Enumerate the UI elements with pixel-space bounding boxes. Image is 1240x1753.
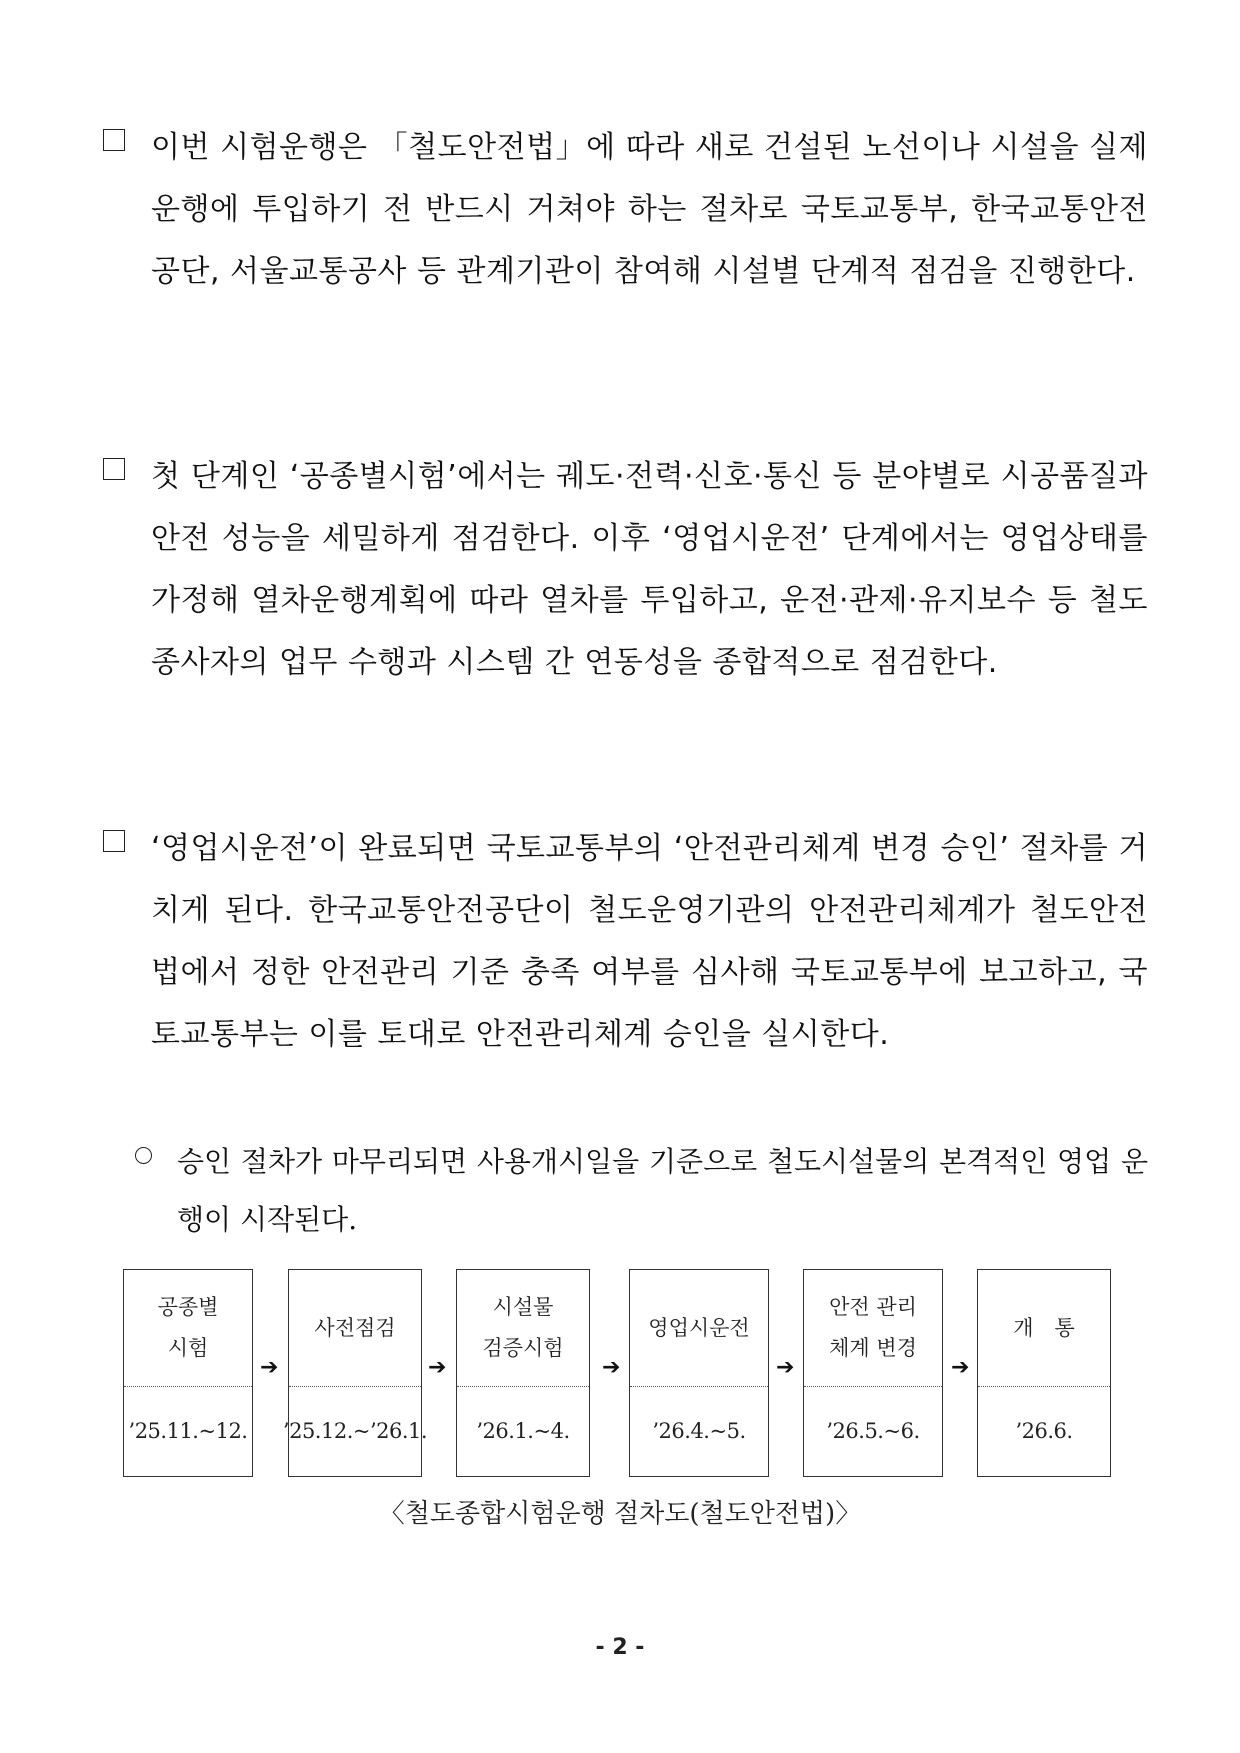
step-label: 시설물 검증시험 <box>457 1270 589 1387</box>
arrow-right-icon: ➔ <box>776 1355 795 1380</box>
step-period: ’25.11.~12. <box>128 1419 248 1443</box>
step-label: 영업시운전 <box>630 1270 768 1387</box>
arrow-right-icon: ➔ <box>260 1355 279 1380</box>
step-period: ’26.4.~5. <box>652 1419 746 1443</box>
arrow-right-icon: ➔ <box>428 1355 447 1380</box>
step-label: 공종별 시험 <box>124 1270 252 1387</box>
paragraph-text: ‘영업시운전’이 완료되면 국토교통부의 ‘안전관리체계 변경 승인’ 절차를 거치게 된다. 한국교통안전공단이 철도운영기관의 안전관리체계가 철도안전법에서 정한 안전관리 기준 충족 여부를 심사해 국토교통부에 보고하고, 국토교통부는 이를 토대로 안전관리체계 승인을 실시한다. <box>151 831 1148 1052</box>
arrow-right-icon: ➔ <box>951 1355 970 1380</box>
flow-step-2 <box>282 1269 428 1477</box>
page-number: - 2 - <box>595 1635 645 1660</box>
paragraph-1 <box>103 117 1148 303</box>
circle-bullet-icon <box>135 1147 152 1164</box>
step-label: 개 통 <box>978 1270 1110 1387</box>
paragraph-3 <box>103 818 1148 1066</box>
square-bullet-icon <box>103 458 125 480</box>
square-bullet-icon <box>103 129 125 151</box>
paragraph-2 <box>103 446 1148 694</box>
flow-step-5 <box>803 1269 943 1477</box>
figure-caption: 〈철도종합시험운행 절차도(철도안전법)〉 <box>378 1499 862 1529</box>
flow-step-1 <box>123 1269 253 1477</box>
step-label: 안전 관리 체계 변경 <box>804 1270 942 1387</box>
step-label: 사전점검 <box>289 1270 421 1387</box>
square-bullet-icon <box>103 830 125 852</box>
flow-step-4 <box>629 1269 769 1477</box>
step-period: ’26.6. <box>1015 1419 1073 1443</box>
step-period: ’26.5.~6. <box>826 1419 920 1443</box>
flow-step-6 <box>977 1269 1111 1477</box>
flow-step-3 <box>456 1269 590 1477</box>
sub-bullet <box>135 1133 1148 1249</box>
paragraph-text: 첫 단계인 ‘공종별시험’에서는 궤도·전력·신호·통신 등 분야별로 시공품질과 안전 성능을 세밀하게 점검한다. 이후 ‘영업시운전’ 단계에서는 영업상태를 가정해 열차운행계획에 따라 열차를 투입하고, 운전·관제·유지보수 등 철도 종사자의 업무 수행과 시스템 간 연동성을 종합적으로 점검한다. <box>151 459 1148 680</box>
step-period: ’25.12.~’26.1. <box>282 1419 428 1443</box>
sub-bullet-text: 승인 절차가 마무리되면 사용개시일을 기준으로 철도시설물의 본격적인 영업 운행이 시작된다. <box>177 1145 1148 1236</box>
paragraph-text: 이번 시험운행은 「철도안전법」에 따라 새로 건설된 노선이나 시설을 실제 운행에 투입하기 전 반드시 거쳐야 하는 절차로 국토교통부, 한국교통안전공단, 서울교통공사 등 관계기관이 참여해 시설별 단계적 점검을 진행한다. <box>151 130 1148 289</box>
arrow-right-icon: ➔ <box>602 1355 621 1380</box>
step-period: ’26.1.~4. <box>476 1419 570 1443</box>
